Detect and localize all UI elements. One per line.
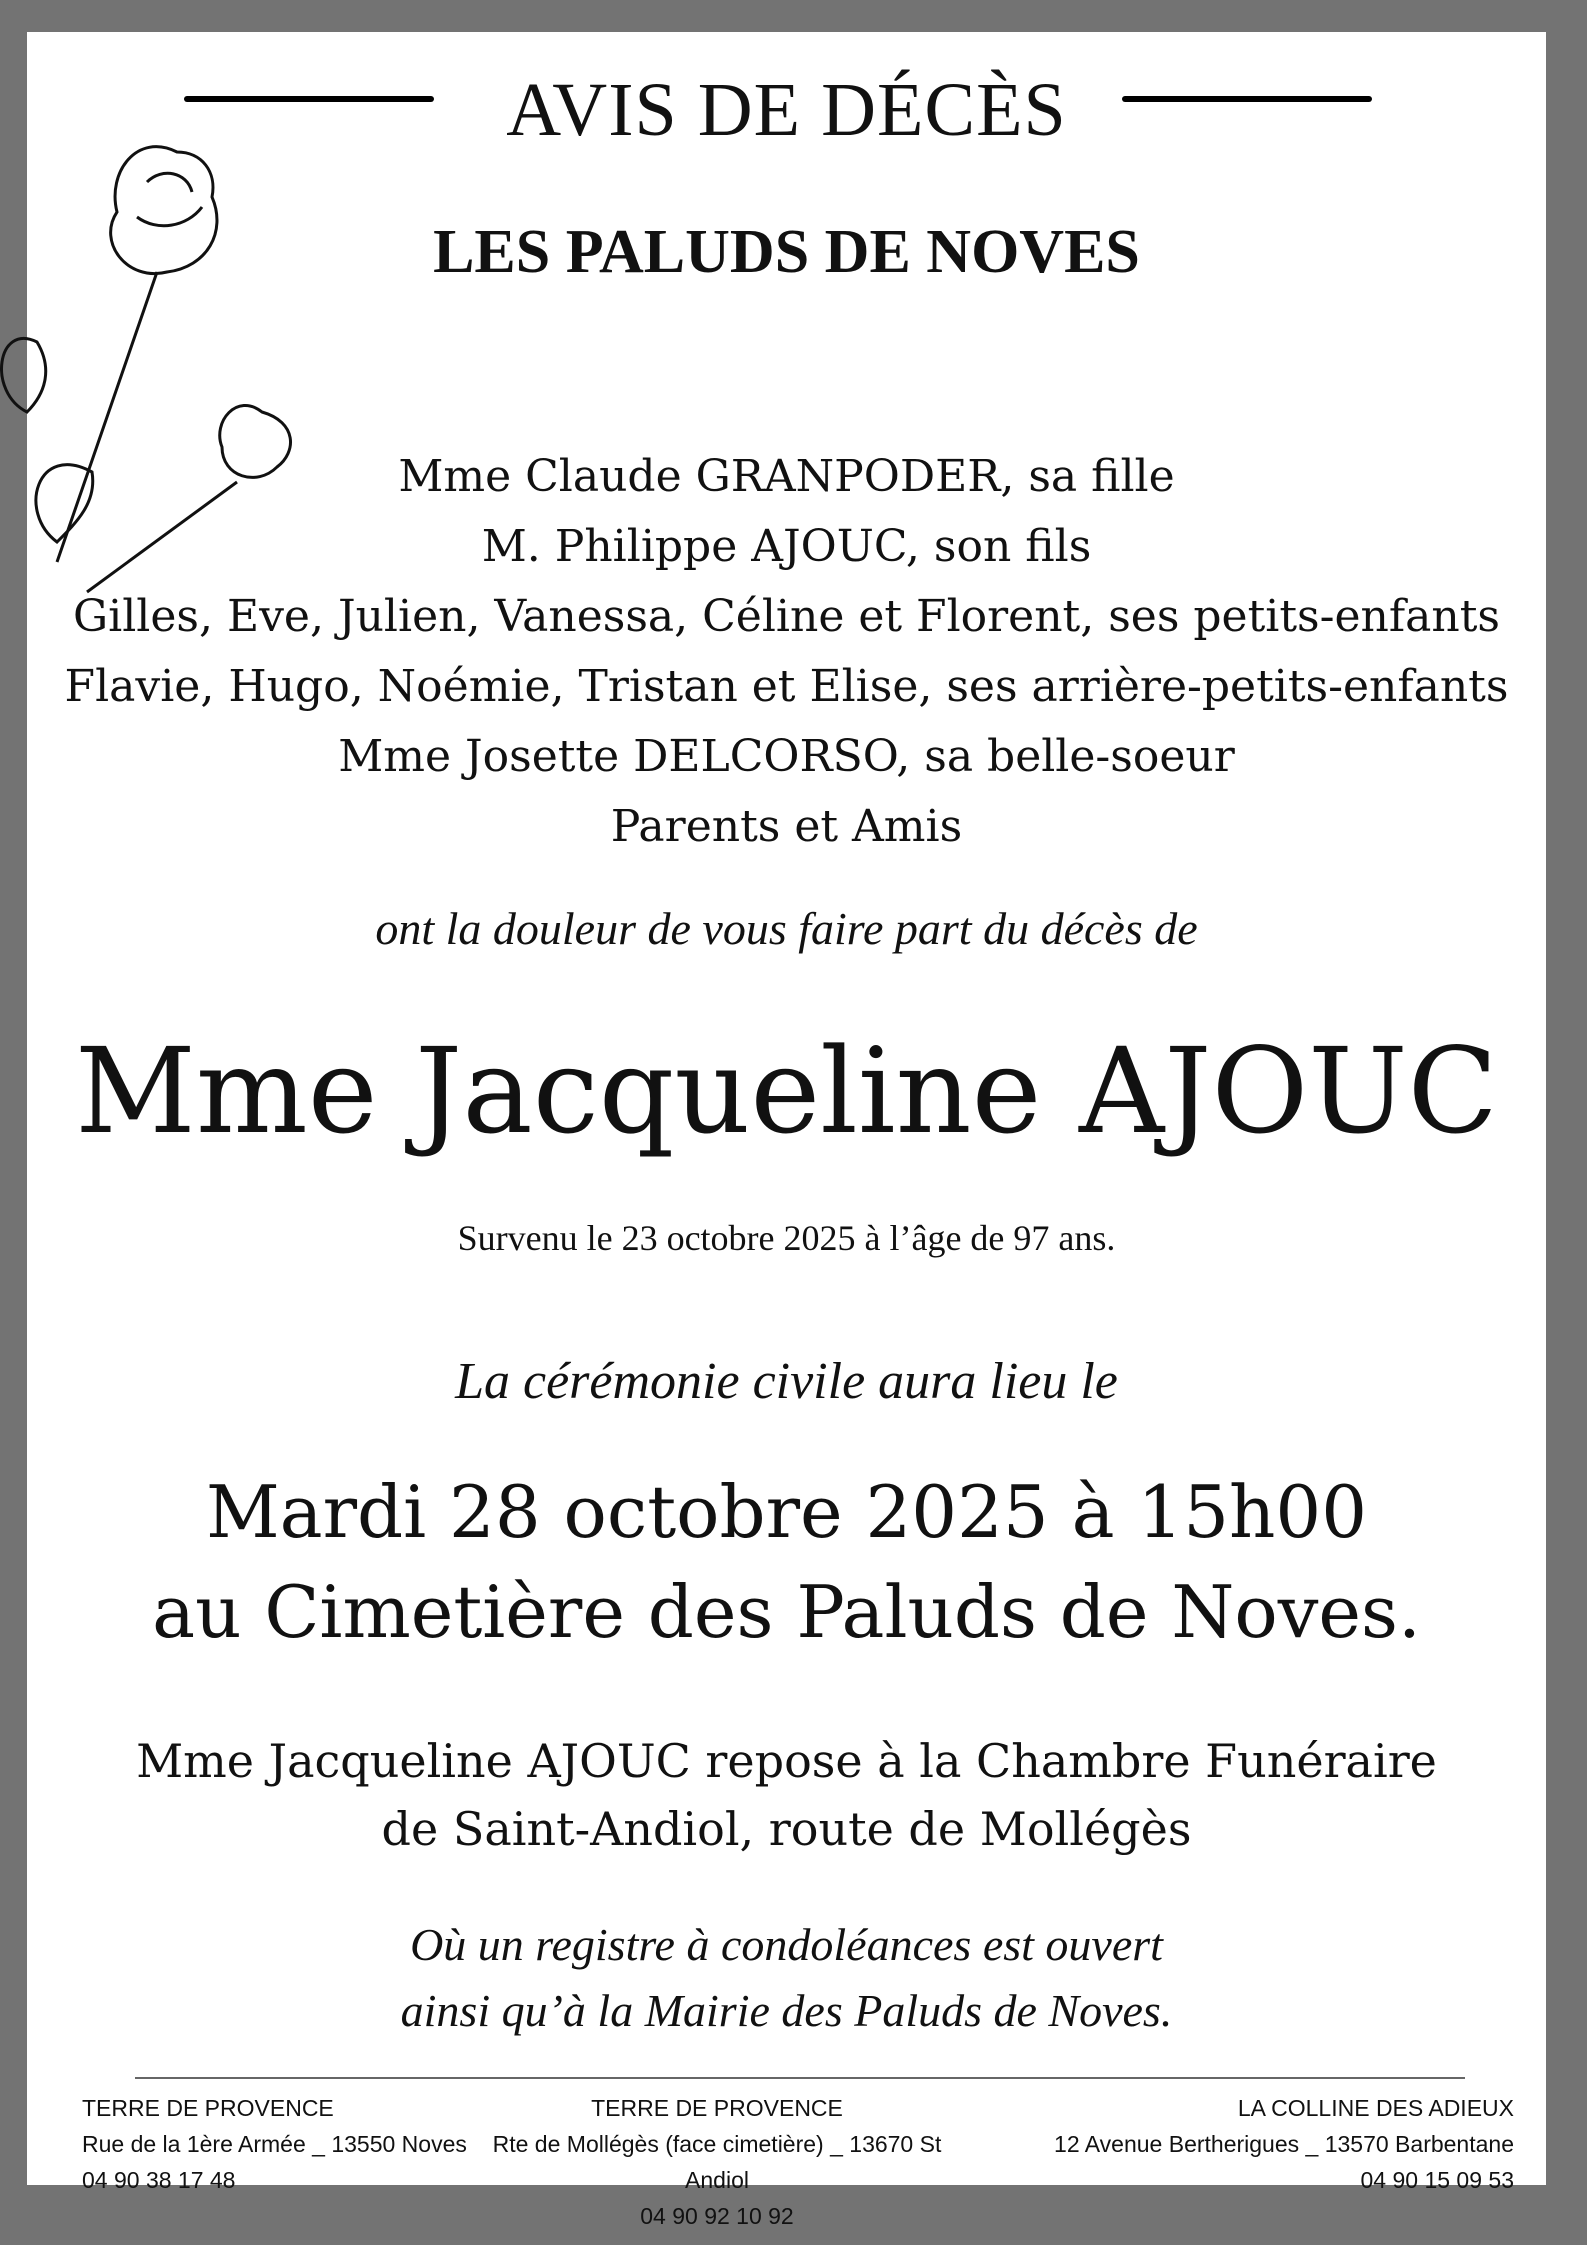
funeral-home-phone: 04 90 38 17 48 — [82, 2167, 236, 2193]
announce-text: ont la douleur de vous faire part du décès de — [375, 903, 1198, 954]
family-line: Parents et Amis — [610, 801, 963, 852]
deceased-name: Mme Jacqueline AJOUC — [75, 1022, 1498, 1160]
repose-text — [27, 1727, 1546, 1863]
family-line: Flavie, Hugo, Noémie, Tristan et Elise, ses arrière-petits-enfants — [64, 661, 1509, 712]
repose-line: de Saint-Andiol, route de Mollégès — [381, 1802, 1192, 1856]
funeral-home-phone: 04 90 92 10 92 — [640, 2203, 794, 2229]
registre-line: Où un registre à condoléances est ouvert — [410, 1919, 1163, 1970]
funeral-home-address: Rte de Mollégès (face cimetière) _ 13670 St Andiol — [492, 2131, 942, 2193]
registre-text — [27, 1912, 1546, 2044]
ceremony-details — [27, 1462, 1546, 1662]
death-date-text: Survenu le 23 octobre 2025 à l’âge de 97 ans. — [457, 1218, 1116, 1258]
family-line: Mme Josette DELCORSO, sa belle-soeur — [338, 731, 1235, 782]
ceremony-place: au Cimetière des Paluds de Noves. — [152, 1570, 1421, 1654]
family-line: Gilles, Eve, Julien, Vanessa, Céline et Florent, ses petits-enfants — [73, 591, 1500, 642]
page-title: AVIS DE DÉCÈS — [506, 68, 1067, 152]
location-subtitle: LES PALUDS DE NOVES — [433, 218, 1140, 286]
family-line: M. Philippe AJOUC, son fils — [481, 521, 1092, 572]
funeral-home-name: TERRE DE PROVENCE — [82, 2095, 334, 2121]
funeral-home-1 — [82, 2090, 467, 2198]
funeral-home-phone: 04 90 15 09 53 — [1360, 2167, 1514, 2193]
ceremony-date: Mardi 28 octobre 2025 à 15h00 — [205, 1470, 1368, 1554]
funeral-home-address: 12 Avenue Bertherigues _ 13570 Barbentane — [1054, 2131, 1514, 2157]
funeral-home-address: Rue de la 1ère Armée _ 13550 Noves — [82, 2131, 467, 2157]
obituary-page — [27, 32, 1546, 2229]
funeral-home-name: TERRE DE PROVENCE — [591, 2095, 843, 2121]
funeral-home-name: LA COLLINE DES ADIEUX — [1237, 2095, 1514, 2121]
funeral-home-3 — [1054, 2090, 1514, 2198]
footer-divider — [135, 2077, 1465, 2079]
ceremony-intro: La cérémonie civile aura lieu le — [455, 1353, 1118, 1410]
family-line: Mme Claude GRANPODER, sa fille — [398, 451, 1175, 502]
funeral-home-2 — [487, 2090, 947, 2234]
family-list — [27, 442, 1546, 862]
repose-line: Mme Jacqueline AJOUC repose à la Chambre Funéraire — [136, 1734, 1437, 1788]
registre-line: ainsi qu’à la Mairie des Paluds de Noves. — [400, 1985, 1173, 2036]
